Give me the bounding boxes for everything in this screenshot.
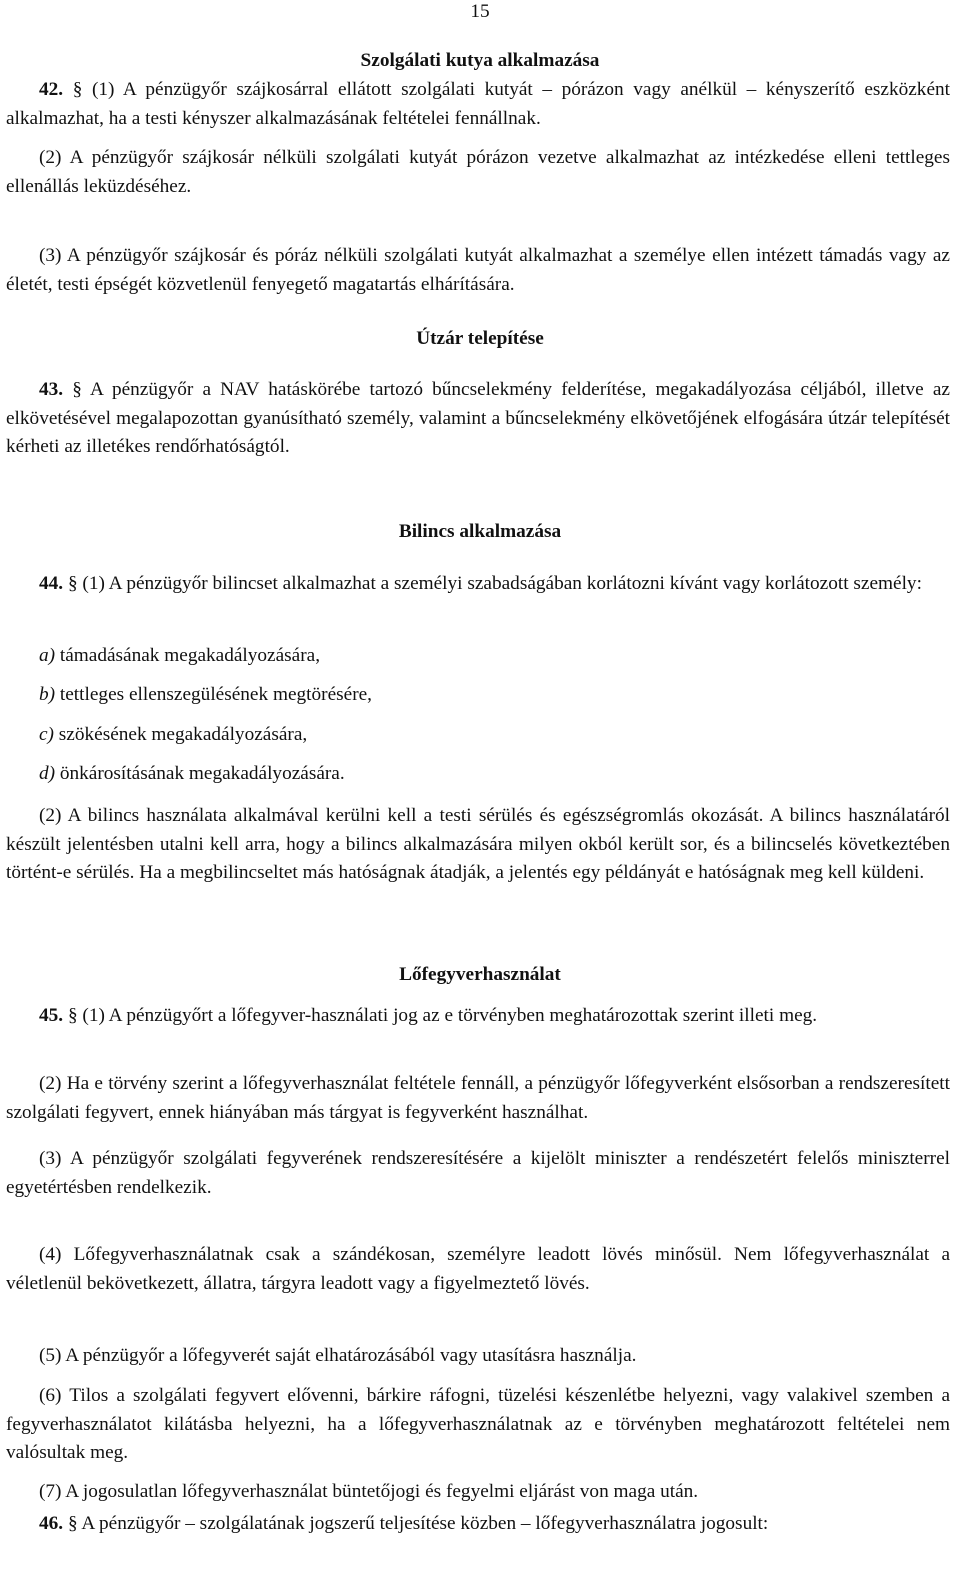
section-sign: § [67, 573, 78, 594]
list-item-letter: d) [39, 763, 56, 784]
section-46-paragraph [6, 1510, 950, 1539]
section-46-number: 46. [39, 1513, 64, 1534]
section-45-number: 45. [39, 1005, 64, 1026]
section-44-paragraph-1 [6, 570, 950, 599]
list-item-text: szökésének megakadályozására, [53, 724, 308, 745]
section-45-paragraph-4: (4) Lőfegyverhasználatnak csak a szándékosan, személyre leadott lövés minősül. Nem lőfegyverhasználat a véletlenül bekövetkezett, állatra, tárgyra leadott vagy a figyelmeztető lövés. [6, 1244, 950, 1294]
section-44-number: 44. [39, 573, 64, 594]
list-item-text: támadásának megakadályozására, [55, 645, 321, 666]
section-43-number: 43. [39, 379, 64, 400]
section-42-number: 42. [39, 79, 64, 100]
section-45-paragraph-7: (7) A jogosulatlan lőfegyverhasználat büntetőjogi és fegyelmi eljárást von maga után. [39, 1481, 699, 1502]
section-43-paragraph [6, 376, 950, 462]
section-42-p1-text: (1) A pénzügyőr szájkosárral ellátott szolgálati kutyát – pórázon vagy anélkül – kényszerítő eszközként alkalmazhat, ha a testi kényszer alkalmazásának feltételei fennállnak. [6, 79, 950, 129]
section-42-paragraph-2: (2) A pénzügyőr szájkosár nélküli szolgálati kutyát pórázon vezetve alkalmazhat az intézkedése elleni tettleges ellenállás leküzdéséhez. [6, 147, 950, 197]
section-sign: § [67, 1005, 78, 1026]
section-sign: § [72, 79, 83, 100]
section-42-paragraph-3: (3) A pénzügyőr szájkosár és póráz nélküli szolgálati kutyát alkalmazhat a személye ellen intézett támadás vagy az életét, testi épségét közvetlenül fenyegető magatartás elhárítására. [6, 245, 950, 295]
section-46-text: A pénzügyőr – szolgálatának jogszerű teljesítése közben – lőfegyverhasználatra jogosult: [81, 1513, 769, 1534]
heading-lofegyverhasznalat: Lőfegyverhasználat [399, 964, 561, 985]
section-42-paragraph-1 [6, 76, 950, 133]
section-44-p1-text: (1) A pénzügyőr bilincset alkalmazhat a személyi szabadságában korlátozni kívánt vagy korlátozott személy: [82, 573, 922, 594]
list-item-text: önkárosításának megakadályozására. [55, 763, 345, 784]
list-item [39, 642, 939, 671]
list-item-letter: b) [39, 684, 56, 705]
heading-utzar: Útzár telepítése [416, 328, 544, 349]
section-43-text: A pénzügyőr a NAV hatáskörébe tartozó bűncselekmény felderítése, megakadályozása céljából, illetve az elkövetésével megalapozottan gyanúsítható személy, valamint a bűncselekmény elkövetőjének elfogására útzár telepítését kérheti az illetékes rendőrhatóságtól. [6, 379, 950, 457]
section-44-paragraph-2: (2) A bilincs használata alkalmával kerülni kell a testi sérülés és egészségromlás okozását. A bilincs használatáról készült jelentésben utalni kell arra, hogy a bilincs alkalmazására milyen okból került sor, és a bilincselés következtében történt-e sérülés. Ha a megbilincseltet más hatóságnak átadják, a jelentés egy példányát e hatóságnak meg kell küldeni. [6, 805, 950, 883]
section-45-paragraph-5: (5) A pénzügyőr a lőfegyverét saját elhatározásából vagy utasításra használja. [39, 1345, 637, 1366]
list-item-text: tettleges ellenszegülésének megtörésére, [55, 684, 372, 705]
list-item-letter: a) [39, 645, 56, 666]
section-45-paragraph-6: (6) Tilos a szolgálati fegyvert elővenni, bárkire ráfogni, tüzelési készenlétbe helyezni, vagy valakivel szemben a fegyverhasználatot kilátásba helyezni, ha a lőfegyverhasználatnak az e törvényben meghatározott feltételei nem valósultak meg. [6, 1385, 950, 1463]
page-number: 15 [470, 1, 490, 22]
section-45-p1-text: (1) A pénzügyőrt a lőfegyver-használati jog az e törvényben meghatározottak szerint illeti meg. [82, 1005, 818, 1026]
section-sign: § [67, 1513, 78, 1534]
section-45-paragraph-2: (2) Ha e törvény szerint a lőfegyverhasználat feltétele fennáll, a pénzügyőr lőfegyverként elsősorban a rendszeresített szolgálati fegyvert, ennek hiányában más tárgyat is fegyverként használhat. [6, 1073, 950, 1123]
list-item-letter: c) [39, 724, 54, 745]
section-45-paragraph-3: (3) A pénzügyőr szolgálati fegyverének rendszeresítésére a kijelölt miniszter a rendészetért felelős miniszterrel egyetértésben rendelkezik. [6, 1148, 950, 1198]
heading-szolgalati-kutya: Szolgálati kutya alkalmazása [360, 50, 600, 71]
section-sign: § [72, 379, 82, 400]
heading-bilincs: Bilincs alkalmazása [398, 521, 562, 542]
section-45-paragraph-1 [6, 1002, 950, 1031]
list-item [39, 760, 939, 789]
list-item [39, 721, 939, 750]
list-item [39, 681, 939, 710]
